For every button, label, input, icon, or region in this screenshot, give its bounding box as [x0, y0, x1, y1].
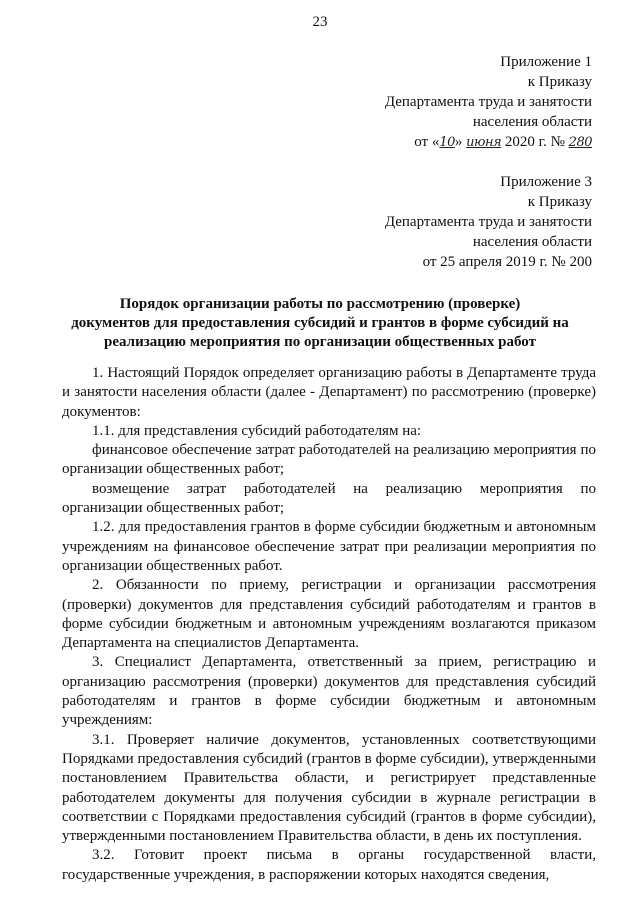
date-mid: » — [454, 134, 467, 150]
appendix-1-date-line — [385, 132, 592, 153]
paragraph-1-2: 1.2. для предоставления грантов в форме субсидии бюджетным и автономным учреждениям на финансовое обеспечение затрат при реализации мероприятия по организации общественных работ. — [62, 519, 596, 574]
paragraph-3-2: 3.2. Готовит проект письма в органы государственной власти, государственные учреждения, в распоряжении которых находятся сведения, — [62, 847, 596, 883]
appendix-1-title: Приложение 1 — [500, 54, 592, 70]
document-body — [62, 364, 596, 885]
paragraph-3-1: 3.1. Проверяет наличие документов, установленных соответствующими Порядками предоставления субсидий (грантов в форме субсидии), утвержденными постановлением Правительства области, и регистрирует представленные работодателем документы для получения субсидии в журнале регистрации в соответствии с Порядками предоставления субсидий (грантов в форме субсидии), утвержденными постановлением Правительства области, в день их поступления. — [62, 731, 596, 845]
appendix-1-order-ref: к Приказу — [527, 74, 592, 90]
appendix-1-header — [385, 52, 592, 153]
paragraph-2: 2. Обязанности по приему, регистрации и организации рассмотрения (проверки) документов для представления субсидий работодателям и грантов в форме субсидии бюджетным и автономным учреждениям возлагаются приказом Департамента на специалистов Департамента. — [62, 577, 596, 652]
handwritten-day: 10 — [439, 135, 455, 150]
appendix-1-department-cont: населения области — [472, 114, 592, 130]
appendix-3-department-cont: населения области — [472, 234, 592, 250]
title-line-2: документов для предоставления субсидий и грантов в форме субсидий на — [71, 315, 569, 331]
title-line-3: реализацию мероприятия по организации общественных работ — [104, 334, 536, 350]
handwritten-number: 280 — [568, 135, 592, 150]
paragraph-reimbursement: возмещение затрат работодателей на реализацию мероприятия по организации общественных работ; — [62, 480, 596, 517]
appendix-3-title: Приложение 3 — [500, 174, 592, 190]
appendix-3-header — [385, 172, 592, 272]
paragraph-financing: финансовое обеспечение затрат работодателей на реализацию мероприятия по организации общественных работ; — [62, 442, 596, 478]
appendix-3-order-ref: к Приказу — [527, 194, 592, 210]
paragraph-3: 3. Специалист Департамента, ответственный за прием, регистрацию и организацию рассмотрения (проверки) документов для представления субсидий работодателям и грантов в форме субсидии бюджетным и автономным учреждениям: — [62, 654, 596, 729]
title-line-1: Порядок организации работы по рассмотрению (проверке) — [119, 296, 521, 312]
document-title — [48, 295, 592, 352]
paragraph-1: 1. Настоящий Порядок определяет организацию работы в Департаменте труда и занятости населения области (далее - Департамент) по рассмотрению (проверке) документов: — [62, 365, 596, 420]
date-year: 2020 г. № — [501, 134, 569, 150]
paragraph-1-1: 1.1. для представления субсидий работодателям на: — [92, 422, 422, 439]
appendix-3-date-line: от 25 апреля 2019 г. № 200 — [422, 254, 592, 270]
page-number: 23 — [312, 14, 328, 30]
appendix-1-department: Департамента труда и занятости — [384, 94, 592, 110]
date-prefix: от « — [414, 134, 440, 150]
handwritten-month: июня — [466, 135, 502, 150]
appendix-3-department: Департамента труда и занятости — [384, 214, 592, 230]
